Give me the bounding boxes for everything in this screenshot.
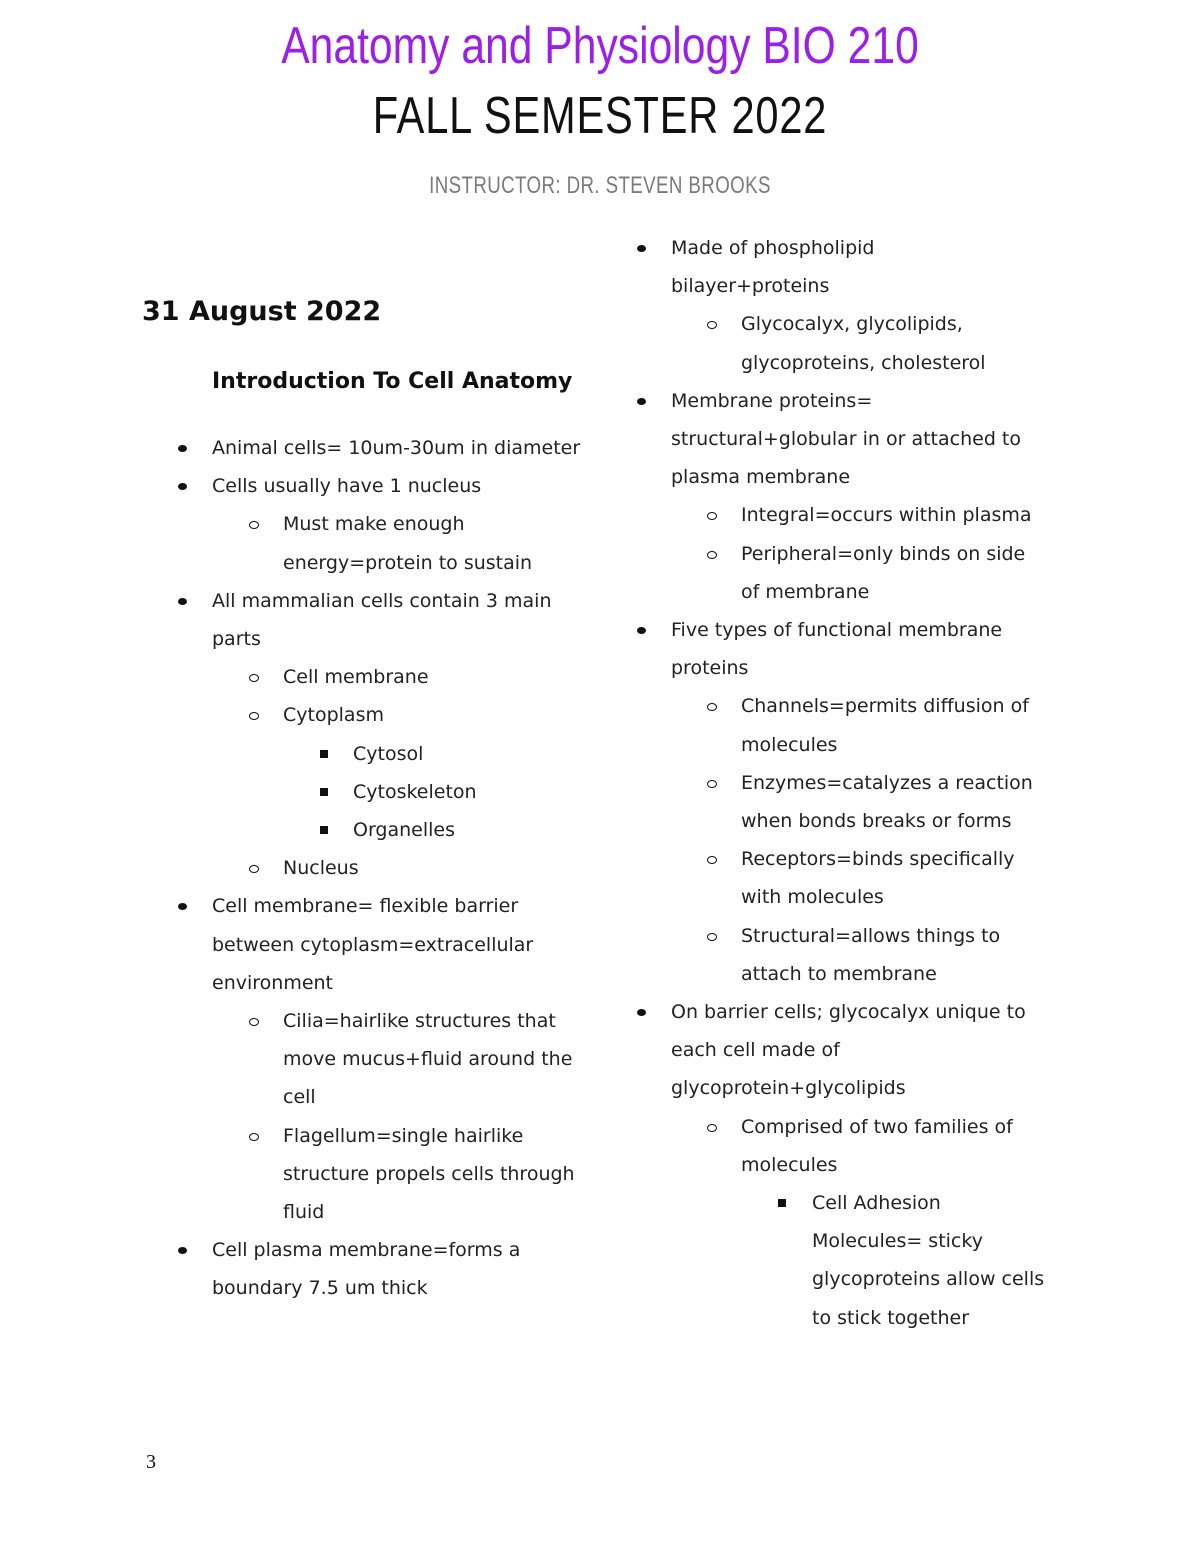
circle-bullet-icon xyxy=(707,933,717,941)
disc-bullet-icon xyxy=(637,245,646,252)
note-line: between cytoplasm=extracellular xyxy=(212,933,534,956)
circle-bullet-icon xyxy=(707,780,717,788)
note-line: molecules xyxy=(741,1153,838,1176)
note-line: Organelles xyxy=(353,819,456,841)
note-line: cell xyxy=(283,1086,316,1109)
instructor-name: INSTRUCTOR: DR. STEVEN BROOKS xyxy=(429,172,771,199)
circle-bullet-icon xyxy=(249,1133,259,1141)
page-number: 3 xyxy=(146,1451,156,1473)
square-bullet-icon xyxy=(778,1199,786,1207)
circle-bullet-icon xyxy=(707,551,717,559)
circle-bullet-icon xyxy=(707,512,717,520)
disc-bullet-icon xyxy=(637,627,646,634)
note-line: move mucus+fluid around the xyxy=(283,1048,573,1071)
note-line: of membrane xyxy=(741,580,870,603)
note-line: environment xyxy=(212,971,334,994)
note-line: Cytoskeleton xyxy=(353,780,477,803)
course-title: Anatomy and Physiology BIO 210 xyxy=(281,17,919,75)
circle-bullet-icon xyxy=(249,1018,259,1026)
circle-bullet-icon xyxy=(249,712,259,720)
note-line: Cilia=hairlike structures that xyxy=(283,1010,556,1032)
note-line: On barrier cells; glycocalyx unique to xyxy=(671,1001,1026,1023)
note-line: energy=protein to sustain xyxy=(283,551,533,574)
circle-bullet-icon xyxy=(707,856,717,864)
note-line: Comprised of two families of xyxy=(741,1115,1013,1138)
note-line: Cytoplasm xyxy=(283,704,384,727)
note-line: All mammalian cells contain 3 main xyxy=(212,589,552,612)
note-line: fluid xyxy=(283,1201,325,1223)
disc-bullet-icon xyxy=(178,445,187,452)
note-line: boundary 7.5 um thick xyxy=(212,1277,428,1300)
note-line: each cell made of xyxy=(671,1039,840,1062)
note-line: molecules xyxy=(741,733,838,756)
note-line: to stick together xyxy=(812,1306,970,1329)
note-line: Cell plasma membrane=forms a xyxy=(212,1239,521,1262)
note-line: Animal cells= 10um-30um in diameter xyxy=(212,437,581,459)
note-line: Enzymes=catalyzes a reaction xyxy=(741,771,1033,794)
note-line: Cytosol xyxy=(353,742,424,765)
note-line: Flagellum=single hairlike xyxy=(283,1124,524,1147)
note-line: Made of phospholipid xyxy=(671,237,875,259)
note-line: Five types of functional membrane xyxy=(671,619,1003,641)
disc-bullet-icon xyxy=(637,398,646,405)
note-line: Glycocalyx, glycolipids, xyxy=(741,313,963,336)
disc-bullet-icon xyxy=(178,1247,187,1254)
note-line: bilayer+proteins xyxy=(671,275,830,298)
note-line: Cell Adhesion xyxy=(812,1192,941,1214)
disc-bullet-icon xyxy=(178,483,187,490)
note-line: glycoproteins allow cells xyxy=(812,1268,1045,1291)
disc-bullet-icon xyxy=(178,903,187,910)
note-line: attach to membrane xyxy=(741,962,937,985)
note-line: glycoprotein+glycolipids xyxy=(671,1077,906,1100)
note-line: glycoproteins, cholesterol xyxy=(741,351,986,374)
note-line: structure propels cells through xyxy=(283,1162,575,1185)
note-line: with molecules xyxy=(741,886,884,909)
note-line: Nucleus xyxy=(283,857,359,880)
note-date: 31 August 2022 xyxy=(142,296,382,327)
note-line: structural+globular in or attached to xyxy=(671,428,1022,450)
semester-title: FALL SEMESTER 2022 xyxy=(372,87,828,145)
circle-bullet-icon xyxy=(249,521,259,529)
note-line: Molecules= sticky xyxy=(812,1230,983,1253)
disc-bullet-icon xyxy=(178,598,187,605)
disc-bullet-icon xyxy=(637,1009,646,1016)
note-line: Receptors=binds specifically xyxy=(741,848,1015,871)
note-line: Must make enough xyxy=(283,513,465,536)
note-line: Peripheral=only binds on side xyxy=(741,542,1026,565)
note-line: when bonds breaks or forms xyxy=(741,810,1012,832)
note-line: Cell membrane= flexible barrier xyxy=(212,895,519,918)
note-line: Integral=occurs within plasma xyxy=(741,504,1032,527)
circle-bullet-icon xyxy=(707,1124,717,1132)
note-line: parts xyxy=(212,628,261,650)
circle-bullet-icon xyxy=(707,703,717,711)
section-heading: Introduction To Cell Anatomy xyxy=(212,369,573,394)
circle-bullet-icon xyxy=(249,674,259,682)
square-bullet-icon xyxy=(320,750,328,758)
note-line: Membrane proteins= xyxy=(671,389,873,412)
note-line: Cell membrane xyxy=(283,666,429,689)
note-line: plasma membrane xyxy=(671,466,851,489)
note-line: proteins xyxy=(671,657,749,680)
square-bullet-icon xyxy=(320,826,328,834)
note-line: Structural=allows things to xyxy=(741,924,1001,947)
circle-bullet-icon xyxy=(707,321,717,329)
circle-bullet-icon xyxy=(249,865,259,873)
note-line: Channels=permits diffusion of xyxy=(741,695,1029,718)
square-bullet-icon xyxy=(320,788,328,796)
note-line: Cells usually have 1 nucleus xyxy=(212,475,482,498)
